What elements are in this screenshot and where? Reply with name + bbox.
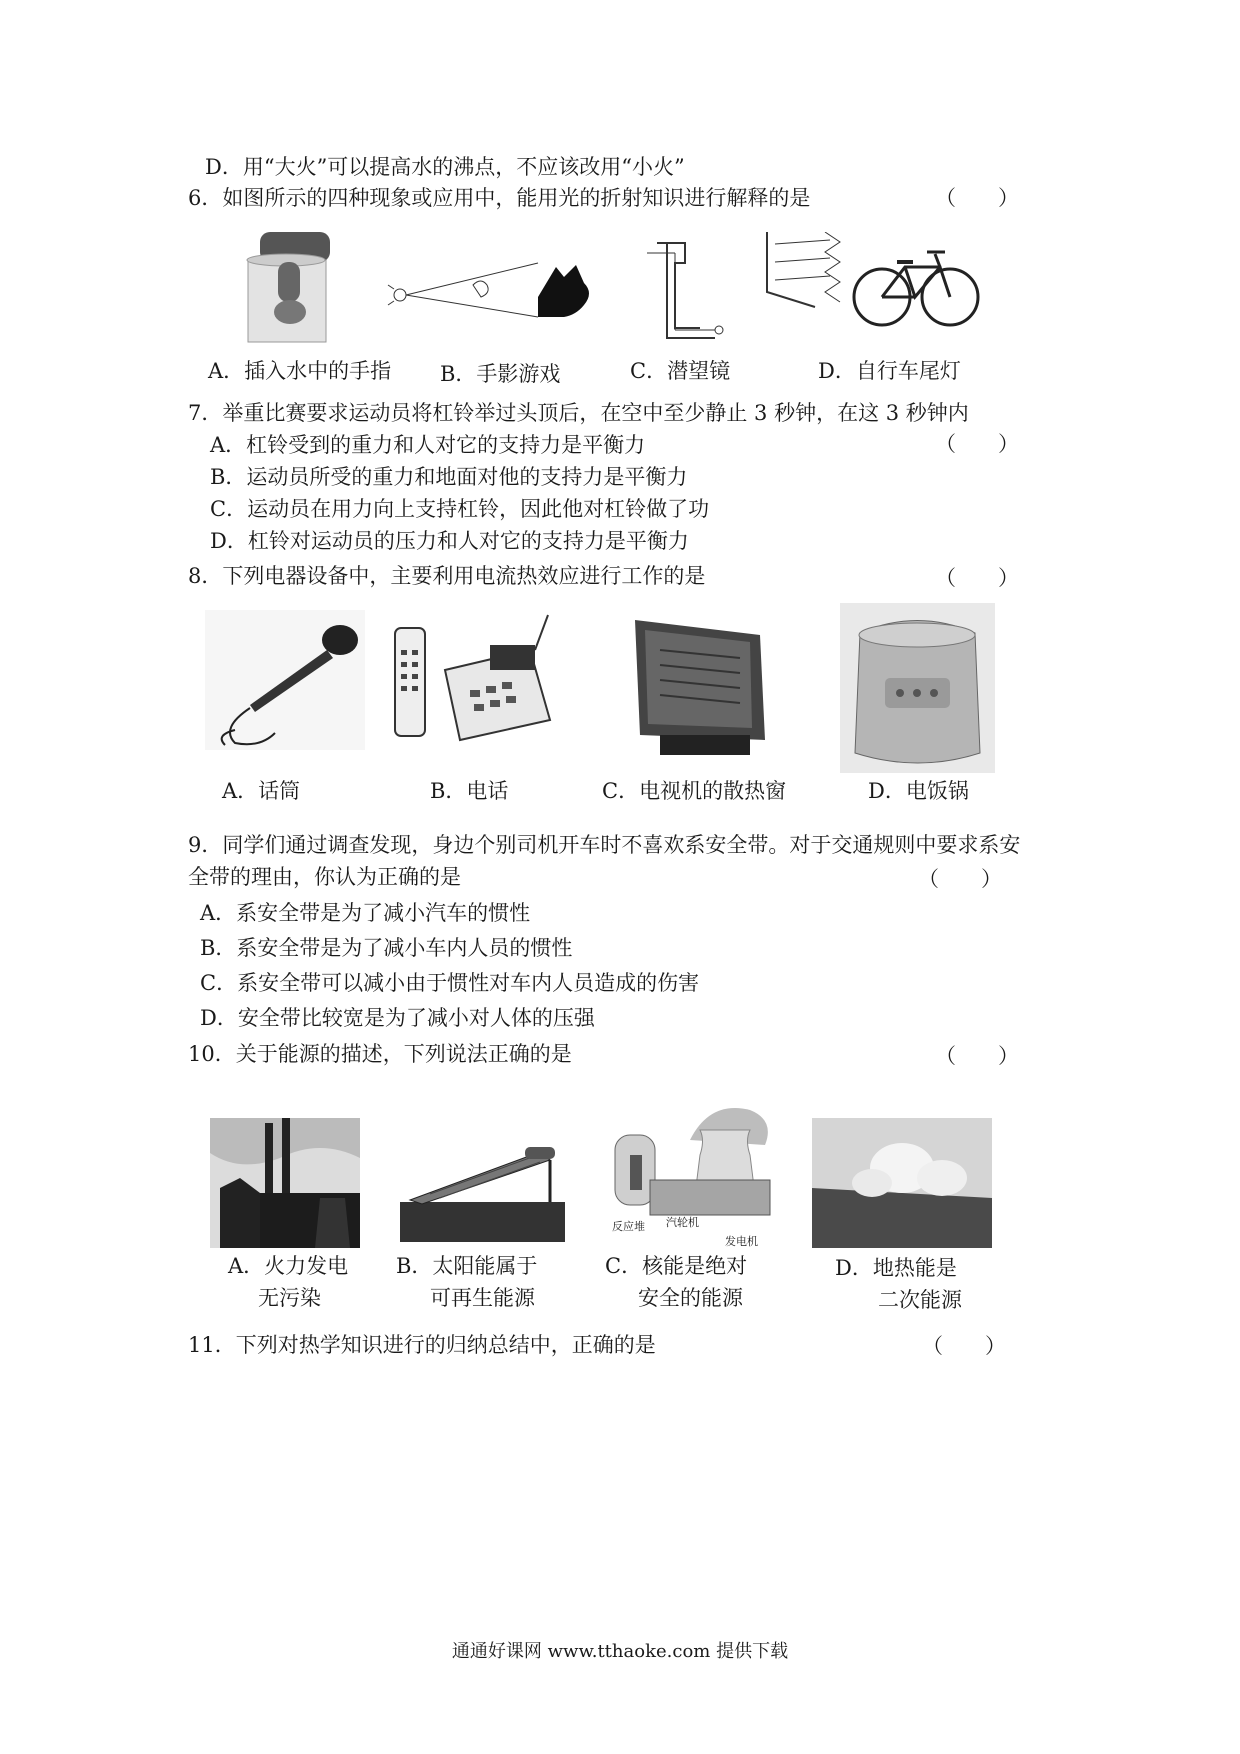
- bicycle-taillight-figure: [765, 232, 985, 337]
- q10-caption-a-line1: A．火力发电: [228, 1254, 349, 1278]
- q6-caption-d: D．自行车尾灯: [818, 359, 961, 383]
- q10-caption-c-line1: C．核能是绝对: [605, 1254, 748, 1278]
- q6-stem: 6．如图所示的四种现象或应用中，能用光的折射知识进行解释的是: [188, 186, 811, 210]
- q7-option-b: B．运动员所受的重力和地面对他的支持力是平衡力: [210, 465, 688, 489]
- q7-option-d: D．杠铃对运动员的压力和人对它的支持力是平衡力: [210, 529, 689, 553]
- q7-option-a: A．杠铃受到的重力和人对它的支持力是平衡力: [210, 433, 646, 457]
- q9-option-d: D．安全带比较宽是为了减小对人体的压强: [200, 1006, 595, 1030]
- label-generator: 发电机: [725, 1235, 758, 1248]
- rice-cooker-figure: [840, 603, 995, 773]
- q10-caption-d-line1: D．地热能是: [835, 1256, 957, 1280]
- q8-caption-b: B．电话: [430, 779, 509, 803]
- q9-answer-paren: （ ）: [918, 867, 1002, 891]
- q10-caption-b-line1: B．太阳能属于: [396, 1254, 538, 1278]
- q8-caption-c: C．电视机的散热窗: [602, 779, 787, 803]
- telephone-figure: [390, 610, 555, 750]
- tv-vent-figure: [630, 610, 770, 760]
- q6-caption-c: C．潜望镜: [630, 359, 731, 383]
- q8-caption-a: A．话筒: [222, 779, 301, 803]
- solar-heater-figure: [400, 1142, 565, 1242]
- q7-answer-paren: （ ）: [935, 432, 1019, 456]
- q11-stem: 11．下列对热学知识进行的归纳总结中，正确的是: [188, 1333, 656, 1357]
- q6-caption-b: B．手影游戏: [440, 362, 561, 386]
- q8-caption-d: D．电饭锅: [868, 779, 969, 803]
- q10-stem: 10．关于能源的描述，下列说法正确的是: [188, 1042, 572, 1066]
- thermal-power-figure: [210, 1118, 360, 1248]
- q6-caption-a: A．插入水中的手指: [208, 359, 392, 383]
- geothermal-figure: [812, 1118, 992, 1248]
- label-reactor: 反应堆: [612, 1220, 645, 1233]
- q10-caption-a-line2: 无污染: [258, 1286, 321, 1310]
- q9-option-a: A．系安全带是为了减小汽车的惯性: [200, 901, 531, 925]
- q10-caption-c-line2: 安全的能源: [638, 1286, 743, 1310]
- q10-caption-d-line2: 二次能源: [878, 1288, 962, 1312]
- q6-answer-paren: （ ）: [935, 186, 1019, 210]
- q9-option-c: C．系安全带可以减小由于惯性对车内人员造成的伤害: [200, 971, 700, 995]
- finger-in-water-figure: [240, 232, 350, 347]
- q7-option-c: C．运动员在用力向上支持杠铃，因此他对杠铃做了功: [210, 497, 710, 521]
- q7-stem: 7．举重比赛要求运动员将杠铃举过头顶后，在空中至少静止 3 秒钟，在这 3 秒钟内: [188, 401, 969, 425]
- q8-stem: 8．下列电器设备中，主要利用电流热效应进行工作的是: [188, 564, 706, 588]
- label-turbine: 汽轮机: [666, 1216, 699, 1229]
- nuclear-plant-figure: [600, 1100, 780, 1250]
- q8-answer-paren: （ ）: [935, 566, 1019, 590]
- q10-caption-b-line2: 可再生能源: [430, 1286, 535, 1310]
- footer-credit: 通通好课网 www.tthaoke.com 提供下载: [451, 1641, 789, 1662]
- periscope-figure: [645, 238, 730, 348]
- q9-stem-line1: 9．同学们通过调查发现，身边个别司机开车时不喜欢系安全带。对于交通规则中要求系安: [188, 833, 1021, 857]
- q9-option-b: B．系安全带是为了减小车内人员的惯性: [200, 936, 573, 960]
- q10-answer-paren: （ ）: [935, 1044, 1019, 1068]
- q9-stem-line2: 全带的理由，你认为正确的是: [188, 865, 461, 889]
- microphone-figure: [205, 610, 365, 750]
- hand-shadow-figure: [378, 255, 598, 325]
- q11-answer-paren: （ ）: [922, 1334, 1006, 1358]
- q5-option-d: D．用“大火”可以提高水的沸点，不应该改用“小火”: [205, 155, 685, 179]
